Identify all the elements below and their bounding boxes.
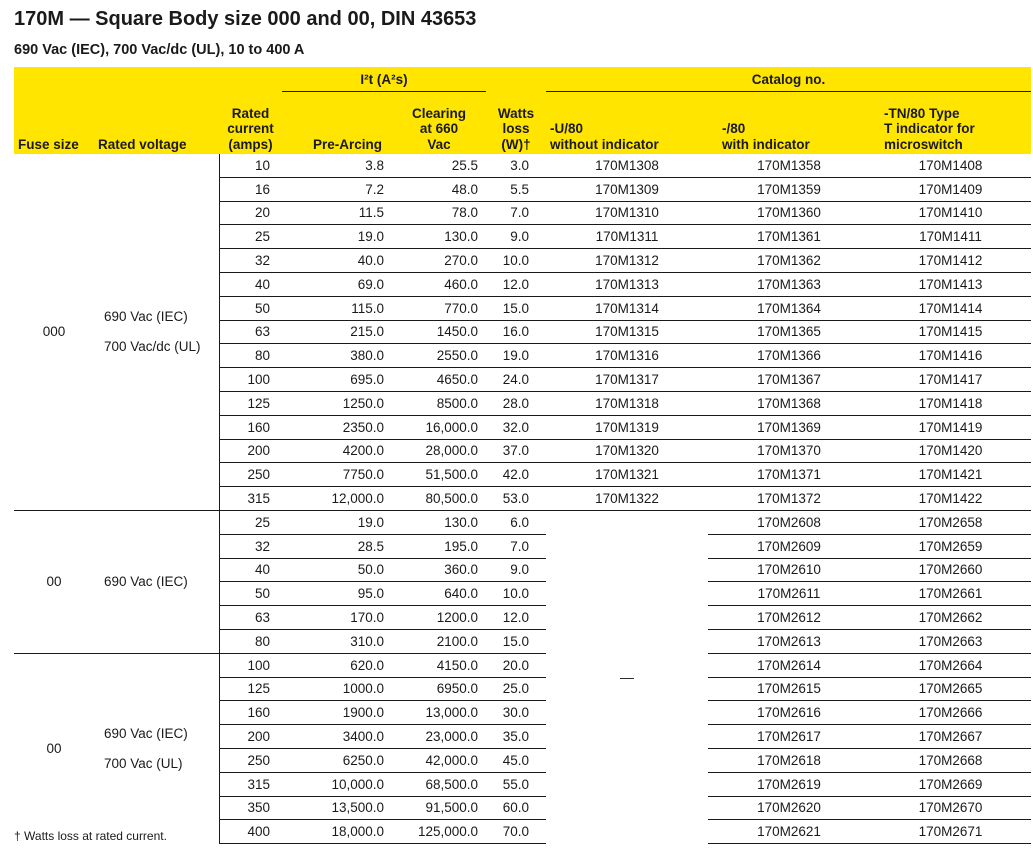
catalog-u80-cell: 170M1318 bbox=[546, 391, 708, 415]
watts-loss-cell: 5.5 bbox=[486, 177, 546, 201]
catalog-slash80-cell: 170M2610 bbox=[708, 558, 870, 582]
catalog-u80-cell: 170M1319 bbox=[546, 415, 708, 439]
rated-current-cell: 63 bbox=[219, 320, 282, 344]
watts-loss-cell: 20.0 bbox=[486, 653, 546, 677]
watts-loss-header: Watts loss (W)† bbox=[486, 92, 546, 155]
catalog-u80-cell: 170M1309 bbox=[546, 177, 708, 201]
catalog-tn80-cell: 170M2667 bbox=[870, 725, 1031, 749]
catalog-slash80-cell: 170M2613 bbox=[708, 629, 870, 653]
clearing-cell: 460.0 bbox=[392, 272, 486, 296]
clearing-cell: 2100.0 bbox=[392, 629, 486, 653]
clearing-cell: 195.0 bbox=[392, 534, 486, 558]
watts-loss-cell: 6.0 bbox=[486, 510, 546, 534]
rated-current-cell: 32 bbox=[219, 249, 282, 273]
rated-current-cell: 25 bbox=[219, 225, 282, 249]
catalog-tn80-cell: 170M2670 bbox=[870, 796, 1031, 820]
pre-arcing-cell: 2350.0 bbox=[282, 415, 392, 439]
catalog-tn80-cell: 170M1408 bbox=[870, 154, 1031, 177]
rated-current-cell: 250 bbox=[219, 463, 282, 487]
catalog-slash80-cell: 170M1369 bbox=[708, 415, 870, 439]
clearing-cell: 640.0 bbox=[392, 582, 486, 606]
catalog-slash80-cell: 170M1366 bbox=[708, 344, 870, 368]
catalog-slash80-header: -/80 with indicator bbox=[708, 92, 870, 155]
catalog-slash80-cell: 170M2616 bbox=[708, 701, 870, 725]
watts-loss-cell: 32.0 bbox=[486, 415, 546, 439]
rated-current-cell: 10 bbox=[219, 154, 282, 177]
rated-current-cell: 400 bbox=[219, 820, 282, 844]
pre-arcing-cell: 380.0 bbox=[282, 344, 392, 368]
rated-current-cell: 80 bbox=[219, 344, 282, 368]
footnote: † Watts loss at rated current. bbox=[14, 829, 167, 843]
clearing-cell: 130.0 bbox=[392, 510, 486, 534]
rated-current-cell: 125 bbox=[219, 391, 282, 415]
watts-loss-cell: 55.0 bbox=[486, 772, 546, 796]
catalog-slash80-cell: 170M2618 bbox=[708, 748, 870, 772]
catalog-tn80-cell: 170M1418 bbox=[870, 391, 1031, 415]
pre-arcing-cell: 310.0 bbox=[282, 629, 392, 653]
catalog-tn80-cell: 170M2661 bbox=[870, 582, 1031, 606]
catalog-slash80-cell: 170M1370 bbox=[708, 439, 870, 463]
watts-loss-cell: 10.0 bbox=[486, 249, 546, 273]
catalog-tn80-cell: 170M2660 bbox=[870, 558, 1031, 582]
table-row bbox=[14, 154, 1031, 177]
catalog-slash80-cell: 170M2619 bbox=[708, 772, 870, 796]
rated-current-cell: 50 bbox=[219, 582, 282, 606]
rated-current-cell: 40 bbox=[219, 558, 282, 582]
clearing-cell: 770.0 bbox=[392, 296, 486, 320]
i2t-group-header: I²t (A²s) bbox=[282, 67, 486, 92]
catalog-slash80-cell: 170M1362 bbox=[708, 249, 870, 273]
catalog-tn80-cell: 170M1419 bbox=[870, 415, 1031, 439]
catalog-tn80-cell: 170M2662 bbox=[870, 606, 1031, 630]
watts-loss-cell: 7.0 bbox=[486, 201, 546, 225]
catalog-slash80-cell: 170M1371 bbox=[708, 463, 870, 487]
catalog-slash80-cell: 170M1359 bbox=[708, 177, 870, 201]
watts-loss-cell: 30.0 bbox=[486, 701, 546, 725]
clearing-cell: 78.0 bbox=[392, 201, 486, 225]
pre-arcing-cell: 3400.0 bbox=[282, 725, 392, 749]
rated-current-cell: 63 bbox=[219, 606, 282, 630]
catalog-u80-cell: 170M1310 bbox=[546, 201, 708, 225]
clearing-cell: 13,000.0 bbox=[392, 701, 486, 725]
clearing-cell: 4150.0 bbox=[392, 653, 486, 677]
pre-arcing-cell: 19.0 bbox=[282, 225, 392, 249]
rated-voltage-cell bbox=[94, 154, 219, 510]
rated-current-cell: 200 bbox=[219, 439, 282, 463]
pre-arcing-cell: 18,000.0 bbox=[282, 820, 392, 844]
clearing-cell: 360.0 bbox=[392, 558, 486, 582]
catalog-tn80-cell: 170M1420 bbox=[870, 439, 1031, 463]
watts-loss-cell: 25.0 bbox=[486, 677, 546, 701]
catalog-tn80-cell: 170M1412 bbox=[870, 249, 1031, 273]
clearing-cell: 25.5 bbox=[392, 154, 486, 177]
pre-arcing-cell: 170.0 bbox=[282, 606, 392, 630]
clearing-cell: 16,000.0 bbox=[392, 415, 486, 439]
catalog-tn80-cell: 170M1409 bbox=[870, 177, 1031, 201]
clearing-header: Clearing at 660 Vac bbox=[392, 92, 486, 155]
pre-arcing-cell: 115.0 bbox=[282, 296, 392, 320]
fuse-spec-table bbox=[14, 67, 1031, 844]
rated-current-cell: 125 bbox=[219, 677, 282, 701]
table-row bbox=[14, 653, 1031, 677]
catalog-tn80-cell: 170M2659 bbox=[870, 534, 1031, 558]
watts-loss-cell: 9.0 bbox=[486, 225, 546, 249]
catalog-slash80-cell: 170M2609 bbox=[708, 534, 870, 558]
pre-arcing-cell: 13,500.0 bbox=[282, 796, 392, 820]
watts-loss-cell: 15.0 bbox=[486, 296, 546, 320]
rated-voltage-line: 690 Vac (IEC) bbox=[104, 725, 188, 741]
pre-arcing-cell: 10,000.0 bbox=[282, 772, 392, 796]
clearing-cell: 6950.0 bbox=[392, 677, 486, 701]
pre-arcing-cell: 1900.0 bbox=[282, 701, 392, 725]
rated-current-cell: 350 bbox=[219, 796, 282, 820]
catalog-slash80-cell: 170M1368 bbox=[708, 391, 870, 415]
catalog-slash80-cell: 170M1372 bbox=[708, 487, 870, 511]
rated-current-cell: 16 bbox=[219, 177, 282, 201]
watts-loss-cell: 60.0 bbox=[486, 796, 546, 820]
pre-arcing-cell: 11.5 bbox=[282, 201, 392, 225]
rated-voltage-line: 700 Vac (UL) bbox=[104, 755, 183, 771]
catalog-slash80-cell: 170M2621 bbox=[708, 820, 870, 844]
catalog-u80-cell: 170M1316 bbox=[546, 344, 708, 368]
catalog-tn80-cell: 170M1410 bbox=[870, 201, 1031, 225]
catalog-slash80-cell: 170M2612 bbox=[708, 606, 870, 630]
clearing-cell: 4650.0 bbox=[392, 368, 486, 392]
catalog-tn80-cell: 170M2658 bbox=[870, 510, 1031, 534]
clearing-cell: 2550.0 bbox=[392, 344, 486, 368]
watts-loss-cell: 16.0 bbox=[486, 320, 546, 344]
catalog-slash80-cell: 170M1367 bbox=[708, 368, 870, 392]
catalog-slash80-cell: 170M2617 bbox=[708, 725, 870, 749]
rated-current-cell: 100 bbox=[219, 653, 282, 677]
catalog-slash80-cell: 170M1364 bbox=[708, 296, 870, 320]
pre-arcing-cell: 215.0 bbox=[282, 320, 392, 344]
rated-voltage-cell bbox=[94, 653, 219, 843]
catalog-u80-dash: — bbox=[546, 510, 708, 843]
watts-loss-cell: 35.0 bbox=[486, 725, 546, 749]
watts-loss-cell: 24.0 bbox=[486, 368, 546, 392]
catalog-u80-cell: 170M1312 bbox=[546, 249, 708, 273]
watts-loss-cell: 37.0 bbox=[486, 439, 546, 463]
clearing-cell: 80,500.0 bbox=[392, 487, 486, 511]
pre-arcing-cell: 69.0 bbox=[282, 272, 392, 296]
pre-arcing-header: Pre-Arcing bbox=[282, 92, 392, 155]
catalog-slash80-cell: 170M1360 bbox=[708, 201, 870, 225]
rated-current-cell: 100 bbox=[219, 368, 282, 392]
rated-current-cell: 160 bbox=[219, 415, 282, 439]
catalog-slash80-cell: 170M2614 bbox=[708, 653, 870, 677]
catalog-tn80-cell: 170M2665 bbox=[870, 677, 1031, 701]
pre-arcing-cell: 50.0 bbox=[282, 558, 392, 582]
catalog-u80-cell: 170M1311 bbox=[546, 225, 708, 249]
clearing-cell: 68,500.0 bbox=[392, 772, 486, 796]
pre-arcing-cell: 6250.0 bbox=[282, 748, 392, 772]
catalog-slash80-cell: 170M2615 bbox=[708, 677, 870, 701]
watts-loss-cell: 70.0 bbox=[486, 820, 546, 844]
catalog-u80-cell: 170M1313 bbox=[546, 272, 708, 296]
pre-arcing-cell: 28.5 bbox=[282, 534, 392, 558]
catalog-tn80-cell: 170M1413 bbox=[870, 272, 1031, 296]
clearing-cell: 1200.0 bbox=[392, 606, 486, 630]
catalog-tn80-cell: 170M2663 bbox=[870, 629, 1031, 653]
catalog-u80-cell: 170M1322 bbox=[546, 487, 708, 511]
pre-arcing-cell: 12,000.0 bbox=[282, 487, 392, 511]
catalog-tn80-cell: 170M1417 bbox=[870, 368, 1031, 392]
clearing-cell: 270.0 bbox=[392, 249, 486, 273]
watts-loss-cell: 42.0 bbox=[486, 463, 546, 487]
rated-current-cell: 50 bbox=[219, 296, 282, 320]
catalog-u80-cell: 170M1315 bbox=[546, 320, 708, 344]
catalog-group-header: Catalog no. bbox=[546, 67, 1031, 92]
watts-loss-cell: 9.0 bbox=[486, 558, 546, 582]
pre-arcing-cell: 40.0 bbox=[282, 249, 392, 273]
catalog-tn80-cell: 170M1422 bbox=[870, 487, 1031, 511]
catalog-u80-cell: 170M1321 bbox=[546, 463, 708, 487]
rated-voltage-line: 690 Vac (IEC) bbox=[104, 308, 188, 324]
catalog-tn80-cell: 170M1411 bbox=[870, 225, 1031, 249]
watts-loss-cell: 19.0 bbox=[486, 344, 546, 368]
fuse-size-cell: 00 bbox=[14, 510, 94, 653]
pre-arcing-cell: 7750.0 bbox=[282, 463, 392, 487]
watts-loss-cell: 7.0 bbox=[486, 534, 546, 558]
catalog-tn80-cell: 170M1421 bbox=[870, 463, 1031, 487]
pre-arcing-cell: 95.0 bbox=[282, 582, 392, 606]
rated-current-cell: 315 bbox=[219, 487, 282, 511]
catalog-u80-cell: 170M1314 bbox=[546, 296, 708, 320]
rated-current-cell: 32 bbox=[219, 534, 282, 558]
pre-arcing-cell: 1250.0 bbox=[282, 391, 392, 415]
watts-loss-cell: 53.0 bbox=[486, 487, 546, 511]
clearing-cell: 48.0 bbox=[392, 177, 486, 201]
clearing-cell: 51,500.0 bbox=[392, 463, 486, 487]
catalog-slash80-cell: 170M1365 bbox=[708, 320, 870, 344]
watts-loss-cell: 3.0 bbox=[486, 154, 546, 177]
pre-arcing-cell: 1000.0 bbox=[282, 677, 392, 701]
fuse-size-cell: 00 bbox=[14, 653, 94, 843]
catalog-u80-cell: 170M1308 bbox=[546, 154, 708, 177]
clearing-cell: 42,000.0 bbox=[392, 748, 486, 772]
rated-current-cell: 20 bbox=[219, 201, 282, 225]
rated-current-cell: 250 bbox=[219, 748, 282, 772]
rated-voltage-line: 700 Vac/dc (UL) bbox=[104, 338, 201, 354]
clearing-cell: 23,000.0 bbox=[392, 725, 486, 749]
pre-arcing-cell: 4200.0 bbox=[282, 439, 392, 463]
pre-arcing-cell: 620.0 bbox=[282, 653, 392, 677]
catalog-tn80-cell: 170M2671 bbox=[870, 820, 1031, 844]
clearing-cell: 91,500.0 bbox=[392, 796, 486, 820]
watts-loss-cell: 45.0 bbox=[486, 748, 546, 772]
catalog-slash80-cell: 170M2620 bbox=[708, 796, 870, 820]
catalog-tn80-cell: 170M2669 bbox=[870, 772, 1031, 796]
rated-current-cell: 160 bbox=[219, 701, 282, 725]
table-body bbox=[14, 154, 1031, 844]
rated-current-cell: 200 bbox=[219, 725, 282, 749]
rated-voltage-header: Rated voltage bbox=[94, 92, 219, 155]
pre-arcing-cell: 19.0 bbox=[282, 510, 392, 534]
rated-current-header: Rated current (amps) bbox=[219, 92, 282, 155]
catalog-u80-cell: 170M1320 bbox=[546, 439, 708, 463]
pre-arcing-cell: 3.8 bbox=[282, 154, 392, 177]
page-subtitle: 690 Vac (IEC), 700 Vac/dc (UL), 10 to 400 A bbox=[14, 42, 305, 58]
catalog-slash80-cell: 170M2611 bbox=[708, 582, 870, 606]
watts-loss-cell: 12.0 bbox=[486, 606, 546, 630]
clearing-cell: 130.0 bbox=[392, 225, 486, 249]
catalog-tn80-cell: 170M2668 bbox=[870, 748, 1031, 772]
pre-arcing-cell: 695.0 bbox=[282, 368, 392, 392]
rated-current-cell: 40 bbox=[219, 272, 282, 296]
clearing-cell: 125,000.0 bbox=[392, 820, 486, 844]
catalog-slash80-cell: 170M2608 bbox=[708, 510, 870, 534]
catalog-tn80-cell: 170M1415 bbox=[870, 320, 1031, 344]
catalog-tn80-cell: 170M1414 bbox=[870, 296, 1031, 320]
catalog-slash80-cell: 170M1361 bbox=[708, 225, 870, 249]
fuse-size-header: Fuse size bbox=[14, 92, 94, 155]
catalog-tn80-cell: 170M2666 bbox=[870, 701, 1031, 725]
clearing-cell: 8500.0 bbox=[392, 391, 486, 415]
clearing-cell: 1450.0 bbox=[392, 320, 486, 344]
rated-voltage-cell bbox=[94, 510, 219, 653]
catalog-u80-cell: 170M1317 bbox=[546, 368, 708, 392]
page-title: 170M — Square Body size 000 and 00, DIN 43653 bbox=[14, 8, 477, 30]
fuse-size-cell: 000 bbox=[42, 324, 66, 340]
pre-arcing-cell: 7.2 bbox=[282, 177, 392, 201]
watts-loss-cell: 12.0 bbox=[486, 272, 546, 296]
clearing-cell: 28,000.0 bbox=[392, 439, 486, 463]
catalog-slash80-cell: 170M1363 bbox=[708, 272, 870, 296]
catalog-tn80-cell: 170M1416 bbox=[870, 344, 1031, 368]
catalog-tn80-cell: 170M2664 bbox=[870, 653, 1031, 677]
watts-loss-cell: 15.0 bbox=[486, 629, 546, 653]
watts-loss-cell: 10.0 bbox=[486, 582, 546, 606]
catalog-slash80-cell: 170M1358 bbox=[708, 154, 870, 177]
rated-current-cell: 315 bbox=[219, 772, 282, 796]
table-row bbox=[14, 510, 1031, 534]
catalog-tn80-header: -TN/80 Type T indicator for microswitch bbox=[870, 92, 1031, 155]
rated-voltage-line: 690 Vac (IEC) bbox=[104, 573, 188, 589]
watts-loss-cell: 28.0 bbox=[486, 391, 546, 415]
rated-current-cell: 80 bbox=[219, 629, 282, 653]
catalog-u80-header: -U/80 without indicator bbox=[546, 92, 708, 155]
rated-current-cell: 25 bbox=[219, 510, 282, 534]
